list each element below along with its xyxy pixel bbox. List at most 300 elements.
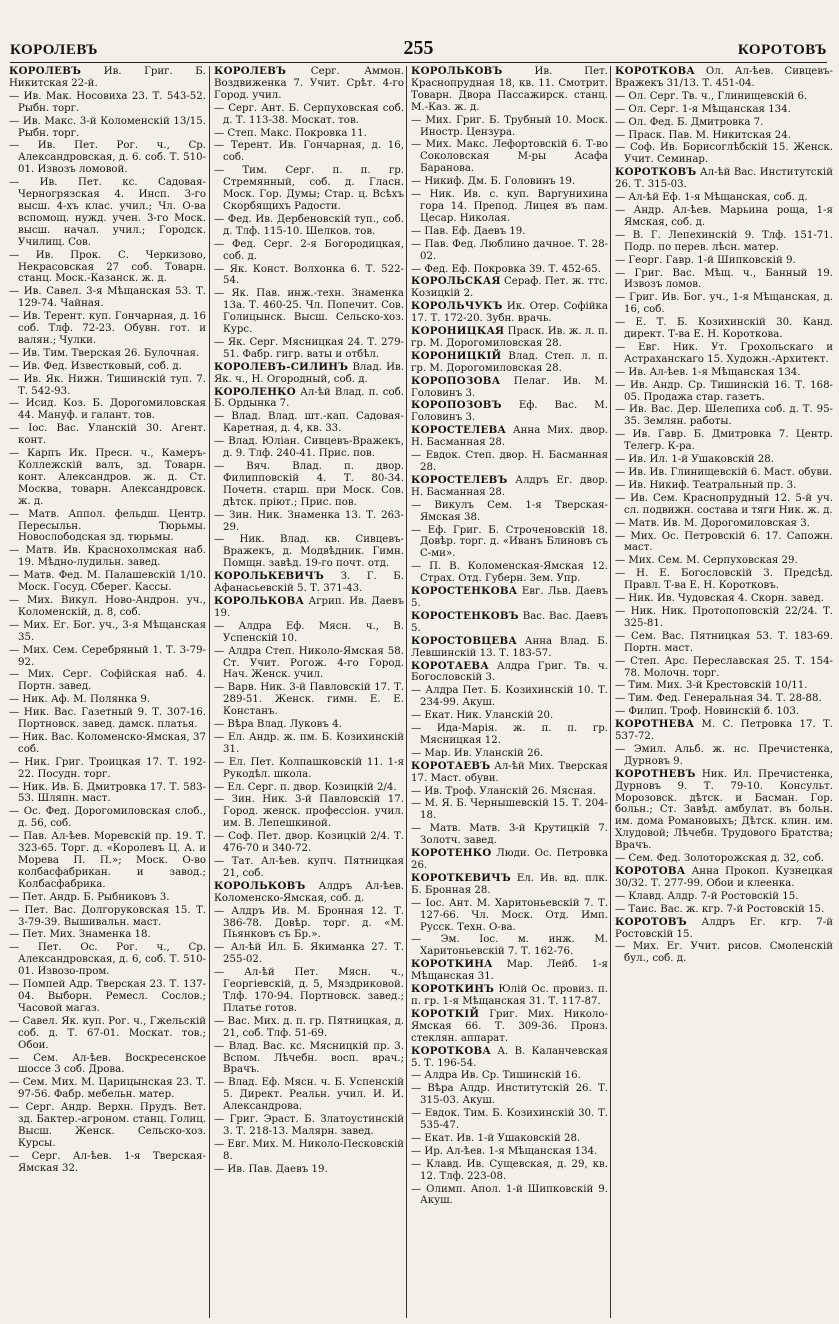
surname-heading: КОРОСТЕНКОВЪ <box>411 609 519 622</box>
entry-text: — Савел. Як. куп. Рог. ч., Гжельскій соб. д. Т. 67-01. Москат. тов.; Обои. <box>9 1015 206 1051</box>
surname-entry <box>411 848 608 872</box>
entry-text: — Клавд. Алдр. 7-й Ростовскій 15. <box>615 890 799 902</box>
surname-heading: КОРОТКИНА <box>411 958 493 971</box>
entry-text: — Ол. Серг. 1-я Мѣщанская 134. <box>615 103 791 115</box>
surname-entry <box>9 66 206 90</box>
surname-heading: КОРОЛЕВЪ-СИЛИНЪ <box>214 360 349 373</box>
surname-entry <box>214 66 404 102</box>
entry-text: Сераф. Пет. ж. ттс. Козицкій 2. <box>411 276 608 300</box>
entry-text: — Исид. Коз. Б. Дорогомиловская 44. Мануф. и галант. тов. <box>9 398 206 422</box>
entry-text: — Пав. Ал-ѣев. Моревскій пр. 19. Т. 323-65. Торг. д. «Королевъ Ц. А. и Морева П. П.»; Моск. О-во колбасфабрикан. и завод.; Колбасфабрика. <box>9 831 206 890</box>
surname-entry <box>411 66 608 114</box>
directory-entry <box>9 374 206 398</box>
entry-text: — Степ. Арс. Переславская 25. Т. 154-78. Молочн. торг. <box>615 655 833 679</box>
directory-entry <box>615 656 833 680</box>
surname-entry <box>615 167 833 191</box>
directory-entry <box>411 1133 608 1145</box>
entry-text: — Екат. Ив. 1-й Ушаковскій 28. <box>411 1132 581 1144</box>
surname-entry <box>411 351 608 375</box>
entry-text: — Вѣра Влад. Луковъ 4. <box>214 719 342 731</box>
directory-entry <box>9 979 206 1015</box>
directory-entry <box>615 593 833 605</box>
entry-text: — Григ. Эраст. Б. Златоустинскій 3. Т. 218-13. Малярн. завед. <box>214 1114 404 1137</box>
entry-text: — Ив. Ил. 1-й Ушаковскій 28. <box>615 454 775 466</box>
entry-text: — Андр. Ал-ѣев. Марьина роща, 1-я Ямская, соб. д. <box>615 204 833 228</box>
directory-entry <box>214 856 404 880</box>
surname-entry <box>411 984 608 1008</box>
directory-entry <box>214 534 404 570</box>
directory-entry <box>9 448 206 508</box>
entry-text: — Таис. Вас. ж. кгр. 7-й Ростовскій 15. <box>615 903 825 915</box>
surname-heading: КОРОТОВА <box>615 865 686 877</box>
entry-text: — Мих. Григ. Б. Трубный 10. Моск. Иностр. Цензура. <box>411 114 608 138</box>
entry-text: — Вас. Мих. д. п. гр. Пятницкая, д. 21, соб. Тлф. 51-69. <box>214 1015 404 1039</box>
directory-entry <box>411 525 608 561</box>
directory-entry <box>411 239 608 263</box>
directory-entry <box>615 853 833 865</box>
directory-entry <box>214 646 404 682</box>
directory-entry <box>9 1102 206 1150</box>
entry-text: — Ал-ѣй Еф. 1-я Мѣщанская, соб. д. <box>615 192 808 204</box>
surname-entry <box>214 362 404 386</box>
entry-text: — Ив. Никиф. Театральный пр. 3. <box>615 479 797 491</box>
entry-text: — Ел. Андр. ж. пм. Б. Козихинскій 31. <box>214 731 404 755</box>
entry-text: — Влад. Еф. Мясн. ч. Б. Успенскій 5. Директ. Реальн. учил. И. И. Александрова. <box>214 1077 404 1113</box>
entry-text: — Мих. Ос. Петровскій 6. 17. Сапожн. маст. <box>615 530 833 554</box>
directory-entry <box>615 192 833 204</box>
entry-text: — Матв. Матв. 3-й Крутицкій 7. Золотч. завед. <box>411 823 608 847</box>
entry-text: — Ив. Прок. С. Черкизово, Некрасовская 27 соб. Товарн. станц. Моск.-Казанск. ж. д. <box>9 249 206 285</box>
directory-entry <box>411 561 608 585</box>
directory-entry <box>214 1114 404 1138</box>
directory-entry <box>411 139 608 175</box>
directory-entry <box>615 317 833 341</box>
directory-entry <box>615 91 833 103</box>
entry-text: — Ив. Пет. кс. Садовая-Черногрязская 4. Инсп. 3-го высш. 4-хъ клас. учил.; Чл. О-ва вспомощ. нужд. учен. 3-го Моск. высш. начал. учил.; Городск. Училищ. Сов. <box>9 177 206 248</box>
column-4 <box>610 66 833 1318</box>
directory-entry <box>9 250 206 286</box>
entry-text: — Тат. Ал-ѣев. купч. Пятницкая 21, соб. <box>214 856 404 879</box>
directory-entry <box>411 786 608 798</box>
surname-heading: КОРОЛЬЧУКЪ <box>411 300 503 313</box>
surname-heading: КОРОТКОВА <box>411 1044 492 1057</box>
directory-entry <box>214 682 404 718</box>
entry-text: Анна Мих. двор. Н. Басманная 28. <box>411 425 608 449</box>
entry-text: — Алдра Еф. Мясн. ч., В. Успенскій 10. <box>214 620 404 644</box>
directory-entry <box>9 1053 206 1077</box>
entry-text: Ив. Григ. Б. Никитская 22-й. <box>9 66 206 89</box>
entry-text: — Серг. Ал-ѣев. 1-я Тверская-Ямская 32. <box>9 1150 206 1174</box>
entry-text: — Ник. Влад. кв. Сивцевъ-Вражекъ, д. Модвѣдник. Гимн. Помщн. завѣд. 19-го почт. отд. <box>214 534 404 570</box>
directory-entry <box>615 404 833 428</box>
entry-text: — Тим. Мих. 3-й Крестовскій 10/11. <box>615 680 808 692</box>
directory-entry <box>9 694 206 706</box>
entry-text: — Сем. Ал-ѣев. Воскресенское шоссе 3 соб. Дрова. <box>9 1052 206 1076</box>
entry-text: Агрип. Ив. Даевъ 19. <box>214 595 404 619</box>
directory-entry <box>615 941 833 965</box>
directory-entry <box>411 723 608 747</box>
entry-text: Анна Влад. Б. Левшинскій 13. Т. 183-57. <box>411 635 608 659</box>
surname-heading: КОРОТНЕВА <box>615 718 695 731</box>
surname-entry <box>411 761 608 785</box>
entry-text: — Ив. Тим. Тверская 26. Булочная. <box>9 347 200 359</box>
directory-entry <box>615 693 833 705</box>
entry-text: Ал-ѣй Влад. п. соб. Б. Ордынка 7. <box>214 386 404 410</box>
entry-text: — Ник. Ив. Б. Дмитровка 17. Т. 583-53. Шляпн. маст. <box>9 781 206 805</box>
surname-entry <box>615 917 833 941</box>
surname-heading: КОРОЛЬКОВА <box>214 594 305 607</box>
directory-entry <box>615 555 833 567</box>
surname-entry <box>411 475 608 499</box>
directory-entry <box>214 239 404 263</box>
column-3 <box>406 66 611 1318</box>
directory-entry <box>214 831 404 855</box>
directory-entry <box>9 831 206 891</box>
entry-text: Григ. Мих. Николо-Ямская 66. Т. 309-36. Пронз. стеклян. аппарат. <box>411 1008 608 1044</box>
entry-text: — Ив. Мак. Носовиха 23. Т. 543-52. Рыбн. торг. <box>9 90 206 114</box>
entry-text: — Ив. Терент. куп. Гончарная, д. 16 соб. Тлф. 72-23. Обувн. гот. и валян.; Чулки. <box>9 311 206 346</box>
entry-text: — Соф. Пет. двор. Козицкій 2/4. Т. 476-70 и 340-72. <box>214 831 404 855</box>
entry-text: — П. В. Коломенская-Ямская 12. Страх. Отд. Губерн. Зем. Упр. <box>411 561 608 585</box>
entry-text: Евг. Льв. Даевъ 5. <box>411 586 608 609</box>
entry-text: — Викулъ Сем. 1-я Тверская-Ямская 38. <box>411 499 608 523</box>
entry-text: — Сем. Фед. Золоторожская д. 32, соб. <box>615 853 824 865</box>
entry-text: Вас. Вас. Даевъ 5. <box>411 610 608 634</box>
directory-entry <box>615 454 833 466</box>
entry-text: — Фед. Ив. Дербеновскій туп., соб. д. Тлф. 115-10. Шелков. тов. <box>214 213 404 237</box>
entry-text: — Екат. Ник. Уланскій 20. <box>411 710 554 722</box>
entry-text: — Пет. Ос. Рог. ч., Ср. Александровская, д. 6, соб. Т. 510-01. Извозо-пром. <box>9 942 206 978</box>
entry-text: — Терент. Ив. Гончарная, д. 16, соб. <box>214 140 404 164</box>
entry-text: — Эмил. Альб. ж. нс. Пречистенка, Дурновъ 9. <box>615 743 833 767</box>
directory-entry <box>615 292 833 316</box>
directory-entry <box>9 509 206 545</box>
directory-entry <box>411 264 608 276</box>
entry-text: — Варв. Ник. 3-й Павловскій 17. Т. 289-51. Женск. гимн. Е. Е. Констанъ. <box>214 682 404 718</box>
surname-heading: КОРОТКОВЪ <box>615 166 697 179</box>
entry-text: — Ив. Пав. Даевъ 19. <box>214 1163 328 1175</box>
surname-entry <box>411 586 608 610</box>
directory-entry <box>9 570 206 594</box>
entry-text: Серг. Аммон. Воздвиженка 7. Учит. Срѣт. 4-го Город. учил. <box>214 66 404 101</box>
directory-entry <box>9 140 206 176</box>
entry-text: З. Г. Б. Афанасьевскій 5. Т. 371-43. <box>214 571 404 595</box>
entry-text: — Ник. Ив. с. куп. Варгунихина гора 14. Препод. Лицея въ пам. Цесар. Николая. <box>411 189 608 224</box>
directory-entry <box>615 467 833 479</box>
entry-text: — Григ. Вас. Мѣщ. ч., Банный 19. Извозъ ломов. <box>615 267 833 291</box>
surname-entry <box>214 596 404 620</box>
directory-entry <box>9 423 206 447</box>
entry-text: — Ив. Макс. 3-й Коломенскій 13/15. Рыбн. торг. <box>9 115 206 139</box>
directory-entry <box>411 1159 608 1183</box>
entry-text: Анна Прокоп. Кузнецкая 30/32. Т. 277-99. Обои и клеенка. <box>615 866 833 889</box>
entry-text: — Степ. Макс. Покровка 11. <box>214 127 367 139</box>
entry-text: — Мих. Серг. Софійская наб. 4. Портн. завед. <box>9 669 206 693</box>
entry-text: Пелаг. Ив. М. Головинъ 3. <box>411 375 608 399</box>
surname-heading: КОРОСТОВЦЕВА <box>411 634 517 647</box>
entry-text: Ол. Ал-ѣев. Сивцевъ-Вражекъ 31/13. Т. 451-04. <box>615 66 833 89</box>
directory-entry <box>9 1016 206 1052</box>
directory-entry <box>615 230 833 254</box>
directory-entry <box>411 1083 608 1107</box>
entry-text: — Як. Пав. инж.-техн. Знаменка 13а. Т. 460-25. Чл. Попечит. Сов. Голицынск. Высш. Сельско-хоз. Курс. <box>214 288 404 336</box>
entry-text: Ник. Ил. Пречистенка, Дурновъ 9. Т. 79-10. Консульт. Морозовск. дѣтск. и Басман. Гор. больн.; Ст. Завѣд. амбулат. въ больн. им. дома Романовыхъ; Дѣтск. клин. им. Хлудовой; Лѣчебн. Трудового Братства; Врачъ. <box>615 768 833 852</box>
entry-text: — Ив. Савел. 3-я Мѣщанская 53. Т. 129-74. Чайная. <box>9 286 206 310</box>
entry-text: — Мар. Ив. Уланскій 26. <box>411 747 544 759</box>
directory-entry <box>214 1016 404 1040</box>
entry-text: Люди. Ос. Петровка 26. <box>411 848 608 871</box>
directory-entry <box>214 1139 404 1163</box>
surname-heading: КОРОТОВЪ <box>615 915 687 928</box>
directory-entry <box>9 757 206 781</box>
directory-entry <box>9 942 206 978</box>
directory-entry <box>214 967 404 1015</box>
surname-heading: КОРОПОЗОВЪ <box>411 399 502 412</box>
entry-text: — Ив. Троф. Уланскій 26. Мясная. <box>411 785 597 797</box>
header-right-guideword: КОРОТОВЪ <box>737 42 827 58</box>
directory-entry <box>615 891 833 903</box>
directory-entry <box>9 91 206 115</box>
directory-entry <box>214 621 404 645</box>
surname-entry <box>411 611 608 635</box>
entry-text: — Алдра Пет. Б. Козихинскій 10. Т. 234-99. Акуш. <box>411 685 608 709</box>
entry-text: — Тим. Фед. Генеральная 34. Т. 28-88. <box>615 693 822 705</box>
directory-entry <box>411 500 608 524</box>
entry-text: — Карпъ Ик. Пресн. ч., Камеръ-Коллежскій валъ, зд. Товарн. конт. Александров. ж. д. Ст. Москва, товарн. Александровск. ж. д. <box>9 448 206 507</box>
directory-entry <box>214 128 404 140</box>
entry-text: А. В. Каланчевская 5. Т. 196-54. <box>411 1045 608 1069</box>
entry-text: — Як. Конст. Волхонка 6. Т. 522-54. <box>214 263 404 287</box>
surname-heading: КОРОТНЕВЪ <box>615 767 696 780</box>
directory-entry <box>9 398 206 422</box>
directory-entry <box>9 620 206 644</box>
directory-entry <box>9 905 206 929</box>
entry-text: — Алдра Степ. Николо-Ямская 58. Ст. Учит. Рогож. 4-го Город. Нач. Женск. учил. <box>214 645 404 681</box>
entry-text: — Пет. Андр. Б. Рыбниковъ 3. <box>9 891 170 903</box>
entry-text: — Матв. Ив. М. Дорогомиловская 3. <box>615 517 810 529</box>
surname-heading: КОРОЛЬСКАЯ <box>411 275 501 288</box>
directory-entry <box>9 177 206 248</box>
directory-entry <box>9 1151 206 1175</box>
directory-entry <box>214 757 404 781</box>
entry-text: — Мих. Ег. Учит. рисов. Смоленскій бул., соб. д. <box>615 941 833 965</box>
surname-entry <box>214 387 404 411</box>
directory-entry <box>9 782 206 806</box>
entry-text: — Ив. Гавр. Б. Дмитровка 7. Центр. Телегр. К-ра. <box>615 429 833 453</box>
entry-text: — Пав. Фед. Люблино дачное. Т. 28-02. <box>411 238 608 262</box>
directory-entry <box>214 1077 404 1113</box>
surname-heading: КОРОСТЕЛЕВА <box>411 424 507 437</box>
directory-entry <box>411 934 608 958</box>
directory-entry <box>411 898 608 934</box>
entry-text: — Ал-ѣй Пет. Мясн. ч., Георгіевскій, д. 5, Мяздриковой. Тлф. 170-94. Портновск. завед.; Платье готов. <box>214 967 404 1014</box>
entry-text: — Вѣра Алдр. Институтскій 26. Т. 315-03. Акуш. <box>411 1083 608 1107</box>
entry-text: — Н. Е. Богословскій 3. Предсѣд. Правл. Т-ва Е. Н. Коротковъ. <box>615 568 833 592</box>
directory-entry <box>411 226 608 238</box>
directory-entry <box>9 892 206 904</box>
surname-entry <box>411 1046 608 1070</box>
entry-text: Праск. Ив. ж. л. п. гр. М. Дорогомиловская 28. <box>411 326 608 349</box>
entry-text: — Вяч. Влад. п. двор. Филипповскій 4. Т. 80-34. Почетн. старш. при Моск. Сов. дѣтск. пріют.; Прис. пов. <box>214 461 404 508</box>
column-1 <box>9 66 209 1318</box>
directory-entry <box>9 286 206 310</box>
entry-text: — Мих. Макс. Лефортовскій 6. Т-во Соколовская М-ры Асафа Баранова. <box>411 139 608 175</box>
entry-text: — Фед. Серг. 2-я Богородицкая, соб. д. <box>214 238 404 262</box>
directory-entry <box>615 493 833 517</box>
entry-text: Алдръ Ег. кгр. 7-й Ростовскій 15. <box>615 916 833 940</box>
entry-text: — Фед. Еф. Покровка 39. Т. 452-65. <box>411 263 601 275</box>
surname-entry <box>411 301 608 325</box>
entry-text: — Ол. Серг. Тв. ч., Глинищевскій 6. <box>615 90 808 102</box>
directory-entry <box>411 115 608 139</box>
directory-entry <box>615 904 833 916</box>
entry-text: — Ник. Григ. Троицкая 17. Т. 192-22. Посудн. торг. <box>9 756 206 780</box>
directory-entry <box>615 268 833 292</box>
surname-entry <box>214 881 404 905</box>
entry-text: — Зин. Ник. 3-й Павловскій 17. Город. женск. профессіон. учил. им. В. Лепешкиной. <box>214 794 404 830</box>
entry-text: — Алдра Ив. Ср. Тишинскій 16. <box>411 1070 581 1082</box>
surname-entry <box>411 1009 608 1045</box>
entry-text: — В. Г. Лепехинскій 9. Тлф. 151-71. Подр. по перев. лѣсн. матер. <box>615 229 833 253</box>
directory-entry <box>214 782 404 794</box>
entry-text: Ал-ѣй Мих. Тверская 17. Маст. обуви. <box>411 760 608 784</box>
surname-entry <box>615 66 833 90</box>
entry-text: — Ив. Ив. Глинищевскій 6. Маст. обуви. <box>615 467 833 478</box>
entry-text: — Ив. Пет. Рог. ч., Ср. Александровская, д. 6. соб. Т. 510-01. Извозъ ломовой. <box>9 140 206 176</box>
entry-text: — Ив. Андр. Ср. Тишинскій 16. Т. 168-05. Продажа стар. газетъ. <box>615 379 833 403</box>
surname-entry <box>615 866 833 890</box>
entry-text: — Ив. Ал-ѣев. 1-я Мѣщанская 134. <box>615 366 801 378</box>
entry-text: — Е. Т. Б. Козихинскій 30. Канд. директ. Т-ва Е. Н. Короткова. <box>615 317 833 341</box>
directory-entry <box>214 510 404 534</box>
entry-text: — Влад. Влад. шт.-кап. Садовая-Каретная, д. 4, кв. 33. <box>214 411 404 435</box>
entry-text: — Евдок. Степ. двор. Н. Басманная 28. <box>411 450 608 473</box>
entry-text: — Ел. Пет. Колпашковскій 11. 1-я Рукодѣл. школа. <box>214 756 404 780</box>
surname-heading: КОРОНИЦКАЯ <box>411 325 505 338</box>
surname-heading: КОРОНИЦКІЙ <box>411 349 502 362</box>
directory-entry <box>615 429 833 453</box>
directory-entry <box>214 103 404 127</box>
surname-heading: КОРОЛЕНКО <box>214 385 296 398</box>
entry-text: Алдръ Ал-ѣев. Коломенско-Ямская, соб. д. <box>214 880 404 904</box>
directory-entry <box>214 461 404 509</box>
entry-text: — Сем. Вас. Пятницкая 53. Т. 183-69. Портн. маст. <box>615 630 833 654</box>
entry-text: — Ида-Марія. ж. п. п. гр. Мясницкая 12. <box>411 723 608 746</box>
directory-entry <box>615 568 833 592</box>
entry-text: Ел. Ив. вд. плк. Б. Бронная 28. <box>411 872 608 896</box>
surname-heading: КОРОСТЕНКОВА <box>411 585 518 598</box>
directory-entry <box>615 380 833 404</box>
surname-heading: КОРОТАЕВА <box>411 659 489 672</box>
directory-entry <box>615 205 833 229</box>
surname-entry <box>411 276 608 300</box>
entry-text: Влад. Ив. Як. ч., Н. Огородный, соб. д. <box>214 361 404 385</box>
surname-heading: КОРОПОЗОВА <box>411 374 501 387</box>
directory-entry <box>9 732 206 756</box>
entry-text: — Ел. Серг. п. двор. Козицкій 2/4. <box>214 781 397 793</box>
surname-entry <box>615 769 833 852</box>
entry-text: Ив. Пет. Краснопрудная 18, кв. 11. Смотрит. Товарн. Двора Пассажирск. станц. М.-Каз. ж. д. <box>411 66 608 113</box>
entry-text: Алдръ Ег. двор. Н. Басманная 28. <box>411 474 608 498</box>
entry-text: — Матв. Аппол. фельдш. Центр. Пересыльн. Тюрьмы. Новослободская зд. тюрьмы. <box>9 508 206 544</box>
entry-text: Мар. Лейб. 1-я Мѣщанская 31. <box>411 959 608 983</box>
directory-entry <box>214 1041 404 1077</box>
entry-text: — Серг. Андр. Верхн. Прудъ. Вет. зд. Бактер.-агроном. станц. Голиц. Высш. Женск. Сельско-хоз. Курсы. <box>9 1102 206 1149</box>
directory-entry <box>214 719 404 731</box>
page-number: 255 <box>403 37 434 59</box>
surname-entry <box>214 571 404 595</box>
surname-entry <box>411 400 608 424</box>
entry-text: — Тим. Серг. п. п. гр. Стремянный, соб. д. Гласн. Моск. Гор. Думы; Стар. ц. Всѣхъ Скорбящихъ Радости. <box>214 165 404 212</box>
surname-heading: КОРОЛЬКОВЪ <box>411 66 503 77</box>
surname-entry <box>615 719 833 743</box>
directory-entry <box>214 288 404 336</box>
entry-text: М. С. Петровка 17. Т. 537-72. <box>615 719 833 743</box>
entry-text: — Георг. Гавр. 1-й Шипковскій 9. <box>615 254 796 266</box>
entry-text: — Ив. Сем. Краснопрудный 12. 5-й уч. сл. подвижн. состава и тяги Ник. ж. д. <box>615 492 833 516</box>
entry-text: — Пет. Вас. Долгоруковская 15. Т. 3-79-39. Вышивальн. маст. <box>9 904 206 928</box>
entry-text: — Алдръ Ив. М. Бронная 12. Т. 386-78. Довѣр. торг. д. «М. Пьянковъ съ Бр.». <box>214 905 404 941</box>
directory-entry <box>9 707 206 731</box>
entry-text: — Як. Серг. Мясницкая 24. Т. 279-51. Фабр. гигр. ваты и отбѣл. <box>214 336 404 360</box>
directory-entry <box>411 176 608 188</box>
directory-entry <box>411 1070 608 1082</box>
directory-entry <box>9 361 206 373</box>
surname-heading: КОРОТАЕВЪ <box>411 759 491 772</box>
directory-entry <box>9 348 206 360</box>
directory-entry <box>9 645 206 669</box>
entry-text: — Матв. Ив. Краснохолмская наб. 19. Мѣдно-лудильн. завед. <box>9 545 206 569</box>
entry-text: Ик. Отер. Софійка 17. Т. 172-20. Зубн. врачь. <box>411 301 608 325</box>
surname-heading: КОРОЛЕВЪ <box>9 66 82 77</box>
entry-text: — Евг. Ник. Ут. Грохольскаго и Астраханскаго 15. Художн.-Архитект. <box>615 341 833 365</box>
entry-text: — Евдок. Тим. Б. Козихинскій 30. Т. 535-47. <box>411 1108 608 1132</box>
directory-entry <box>615 255 833 267</box>
entry-text: Влад. Степ. л. п. гр. М. Дорогомиловская 28. <box>411 350 608 374</box>
surname-heading: КОРОТКОВА <box>615 66 696 77</box>
directory-entry <box>615 130 833 142</box>
entry-text: — Пав. Еф. Даевъ 19. <box>411 225 526 237</box>
surname-entry <box>411 873 608 897</box>
entry-text: — Соф. Ив. Борисоглѣбскій 15. Женск. Учит. Семинар. <box>615 142 833 166</box>
surname-entry <box>411 376 608 400</box>
directory-entry <box>615 706 833 718</box>
directory-entry <box>9 1077 206 1101</box>
directory-entry <box>9 669 206 693</box>
directory-entry <box>615 518 833 530</box>
entry-text: — Мих. Сем. Серебряный 1. Т. 3-79-92. <box>9 644 206 668</box>
entry-text: — Олимп. Апол. 1-й Шипковскій 9. Акуш. <box>411 1183 608 1207</box>
entry-text: — Влад. Юліан. Сивцевъ-Вражекъ, д. 9. Тлф. 240-41. Прис. пов. <box>214 436 404 460</box>
directory-entry <box>615 744 833 768</box>
directory-entry <box>9 545 206 569</box>
directory-entry <box>411 1108 608 1132</box>
directory-entry <box>214 214 404 238</box>
directory-entry <box>9 595 206 619</box>
entry-text: — Клавд. Ив. Сущевская, д. 29, кв. 12. Тлф. 223-08. <box>411 1158 608 1182</box>
entry-text: — Ир. Ал-ѣев. 1-я Мѣщанская 134. <box>411 1145 598 1157</box>
entry-text: — Зин. Ник. Знаменка 13. Т. 263-29. <box>214 509 404 533</box>
entry-text: — Григ. Ив. Бог. уч., 1-я Мѣщанская, д. 16, соб. <box>615 292 833 316</box>
entry-text: — Ник. Вас. Коломенско-Ямская, 37 соб. <box>9 731 206 755</box>
entry-text: — Пет. Мих. Знаменка 18. <box>9 929 151 941</box>
entry-text: — Іос. Ант. М. Харитоньевскій 7. Т. 127-66. Чл. Моск. Отд. Имп. Русск. Техн. О-ва. <box>411 897 608 933</box>
directory-entry <box>615 367 833 379</box>
entry-text: — Филип. Троф. Новинскій б. 103. <box>615 706 800 718</box>
entry-text: — Мих. Ег. Бог. уч., 3-я Мѣщанская 35. <box>9 619 206 643</box>
entry-text: — Сем. Мих. М. Царицынская 23. Т. 97-56. Фабр. мебельн. матер. <box>9 1077 206 1101</box>
entry-text: — Мих. Викул. Ново-Андрон. уч., Коломенскій, д. 8, соб. <box>9 594 206 618</box>
